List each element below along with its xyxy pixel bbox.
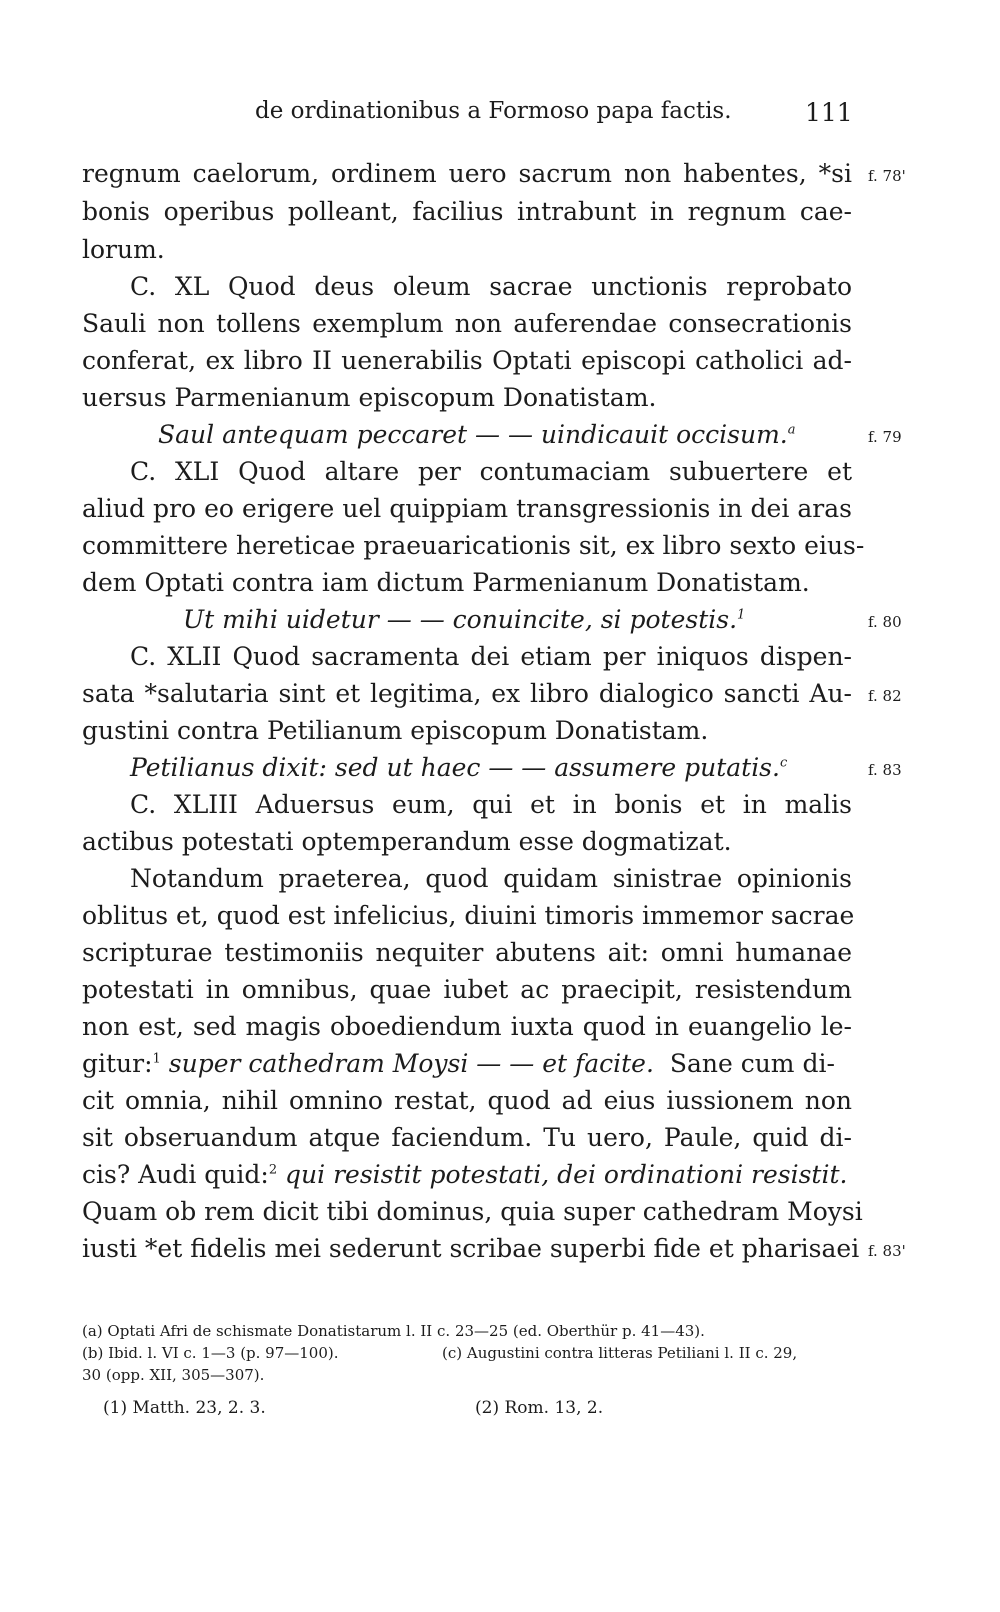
source-footnote: (a) Optati Afri de schismate Donatistarum l. II c. 23—25 (ed. Oberthür p. 41—43). (82, 1322, 705, 1340)
footnote-mark: a (787, 422, 796, 438)
running-title: de ordinationibus a Formoso papa factis. (255, 98, 732, 124)
margin-folio-ref: f. 79 (868, 428, 902, 446)
citation-text: Ut mihi uidetur — — conuincite, si potestis. (183, 605, 738, 634)
text-line: scripturae testimoniis nequiter abutens ait: omni humanae (82, 938, 852, 967)
text-line: conferat, ex libro II uenerabilis Optati episcopi catholici ad- (82, 346, 852, 375)
quotation: super cathedram Moysi — — et facite. (168, 1049, 654, 1078)
footnote-mark: 1 (737, 607, 746, 623)
text-line: non est, sed magis oboediendum iuxta quod in euangelio le- (82, 1012, 852, 1041)
text-line: iusti *et fidelis mei sederunt scribae superbi fide et pharisaei (82, 1234, 860, 1263)
text-segment: cis? Audi quid: (82, 1160, 269, 1189)
bible-footnote: (2) Rom. 13, 2. (475, 1398, 604, 1418)
source-footnote: (b) Ibid. l. VI c. 1—3 (p. 97—100). (82, 1344, 339, 1362)
citation-line (130, 750, 830, 786)
chapter-heading: C. XLIII Aduersus eum, qui et in bonis et in malis (130, 790, 852, 819)
margin-folio-ref: f. 80 (868, 613, 902, 631)
source-footnote: 30 (opp. XII, 305—307). (82, 1366, 265, 1384)
footnote-mark: 2 (268, 1162, 278, 1178)
citation-line (183, 602, 823, 638)
quotation: qui resistit potestati, dei ordinationi resistit. (285, 1160, 848, 1189)
text-line-mixed (82, 1157, 852, 1193)
margin-folio-ref: f. 83' (868, 1242, 906, 1260)
text-line: regnum caelorum, ordinem uero sacrum non habentes, *si (82, 159, 852, 188)
text-line: uersus Parmenianum episcopum Donatistam. (82, 383, 657, 412)
text-line: dem Optati contra iam dictum Parmenianum Donatistam. (82, 568, 810, 597)
margin-folio-ref: f. 82 (868, 687, 902, 705)
citation-text: Petilianus dixit: sed ut haec — — assumere putatis. (130, 753, 780, 782)
text-line: actibus potestati optemperandum esse dogmatizat. (82, 827, 732, 856)
text-line: cit omnia, nihil omnino restat, quod ad eius iussionem non (82, 1086, 852, 1115)
page-number: 111 (805, 98, 853, 127)
text-line: bonis operibus polleant, facilius intrabunt in regnum cae- (82, 197, 852, 226)
text-line: Sauli non tollens exemplum non auferendae consecrationis (82, 309, 852, 338)
text-segment: Sane cum di- (669, 1049, 835, 1078)
margin-folio-ref: f. 83 (868, 761, 902, 779)
footnote-mark: c (779, 755, 788, 771)
text-segment: gitur: (82, 1049, 153, 1078)
text-line: potestati in omnibus, quae iubet ac praecipit, resistendum (82, 975, 852, 1004)
text-line: Quam ob rem dicit tibi dominus, quia super cathedram Moysi (82, 1197, 863, 1226)
text-line: sata *salutaria sint et legitima, ex libro dialogico sancti Au- (82, 679, 852, 708)
source-footnote: (c) Augustini contra litteras Petiliani l. II c. 29, (442, 1344, 798, 1362)
text-line: sit obseruandum atque faciendum. Tu uero, Paule, quid di- (82, 1123, 852, 1152)
bible-footnote: (1) Matth. 23, 2. 3. (103, 1398, 266, 1418)
text-line: oblitus et, quod est infelicius, diuini timoris immemor sacrae (82, 901, 855, 930)
chapter-heading: C. XL Quod deus oleum sacrae unctionis reprobato (130, 272, 852, 301)
margin-folio-ref: f. 78' (868, 167, 906, 185)
citation-text: Saul antequam peccaret — — uindicauit occisum. (158, 420, 788, 449)
footnote-mark: 1 (152, 1051, 161, 1067)
text-line: aliud pro eo erigere uel quippiam transgressionis in dei aras (82, 494, 852, 523)
chapter-heading: C. XLII Quod sacramenta dei etiam per iniquos dispen- (130, 642, 852, 671)
citation-line (158, 417, 798, 453)
text-line-mixed (82, 1046, 852, 1082)
text-line: gustini contra Petilianum episcopum Donatistam. (82, 716, 709, 745)
text-line: committere hereticae praeuaricationis sit, ex libro sexto eius- (82, 531, 865, 560)
chapter-heading: C. XLI Quod altare per contumaciam subuertere et (130, 457, 852, 486)
paragraph-start: Notandum praeterea, quod quidam sinistrae opinionis (130, 864, 852, 893)
text-line: lorum. (82, 235, 165, 264)
